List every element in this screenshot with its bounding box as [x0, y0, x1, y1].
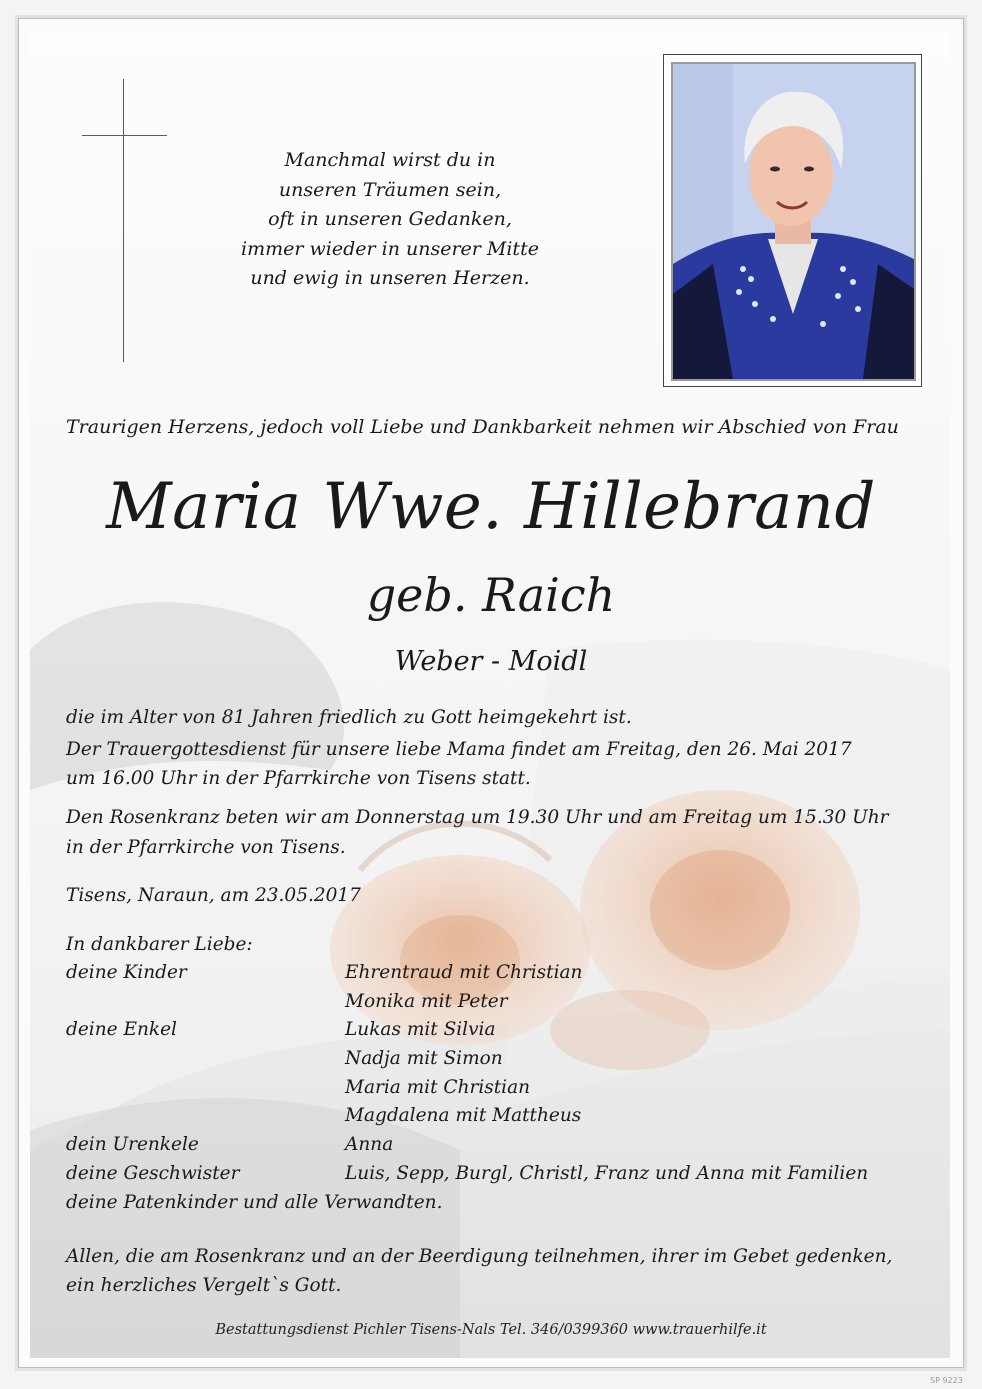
place-date: Tisens, Naraun, am 23.05.2017	[66, 885, 361, 906]
portrait-photo	[671, 62, 916, 381]
funeral-home-footer: Bestattungsdienst Pichler Tisens-Nals Tel. 346/0399360 www.trauerhilfe.it	[215, 1322, 767, 1338]
reference-stamp: SP 9223	[930, 1376, 963, 1385]
closing-line: ein herzliches Vergelt`s Gott.	[66, 1275, 342, 1296]
names: Magdalena mit Mattheus	[345, 1105, 582, 1127]
birth-name: geb. Raich	[366, 568, 616, 622]
poem	[200, 146, 580, 294]
poem-line: oft in unseren Gedanken,	[268, 208, 512, 230]
relation: dein Urenkele	[66, 1134, 199, 1156]
intro-text: Traurigen Herzens, jedoch voll Liebe und Dankbarkeit nehmen wir Abschied von Frau	[66, 416, 899, 438]
names: Monika mit Peter	[345, 990, 508, 1012]
relation: deine Kinder	[66, 962, 187, 983]
names: Ehrentraud mit Christian	[345, 962, 583, 983]
poem-line: unseren Träumen sein,	[278, 178, 502, 201]
poem-line: und ewig in unseren Herzen.	[250, 267, 530, 289]
service-line: Der Trauergottesdienst für unsere liebe Mama findet am Freitag, den 26. Mai 2017	[66, 739, 852, 760]
poem-line: Manchmal wirst du in	[284, 149, 496, 171]
age-line: die im Alter von 81 Jahren friedlich zu Gott heimgekehrt ist.	[66, 707, 632, 728]
poem-line: immer wieder in unserer Mitte	[241, 237, 539, 260]
relation: deine Enkel	[66, 1019, 177, 1041]
closing-line: Allen, die am Rosenkranz und an der Beerdigung teilnehmen, ihrer im Gebet gedenken,	[66, 1246, 893, 1267]
names: Anna	[345, 1134, 394, 1156]
rosary-line: in der Pfarrkirche von Tisens.	[66, 837, 346, 858]
rosary-line: Den Rosenkranz beten wir am Donnerstag um 19.30 Uhr und am Freitag um 15.30 Uhr	[66, 807, 889, 828]
relation: deine Patenkinder und alle Verwandten.	[66, 1191, 443, 1213]
house-name: Weber - Moidl	[394, 646, 588, 677]
portrait-frame	[663, 54, 922, 387]
names: Luis, Sepp, Burgl, Christl, Franz und Anna mit Familien	[345, 1162, 869, 1184]
names: Maria mit Christian	[345, 1076, 531, 1098]
names: Lukas mit Silvia	[345, 1019, 496, 1041]
service-line: um 16.00 Uhr in der Pfarrkirche von Tisens statt.	[66, 768, 531, 789]
love-line: In dankbarer Liebe:	[66, 934, 253, 955]
names: Nadja mit Simon	[345, 1048, 503, 1070]
relation: deine Geschwister	[66, 1162, 240, 1184]
deceased-name: Maria Wwe. Hillebrand	[106, 470, 876, 544]
